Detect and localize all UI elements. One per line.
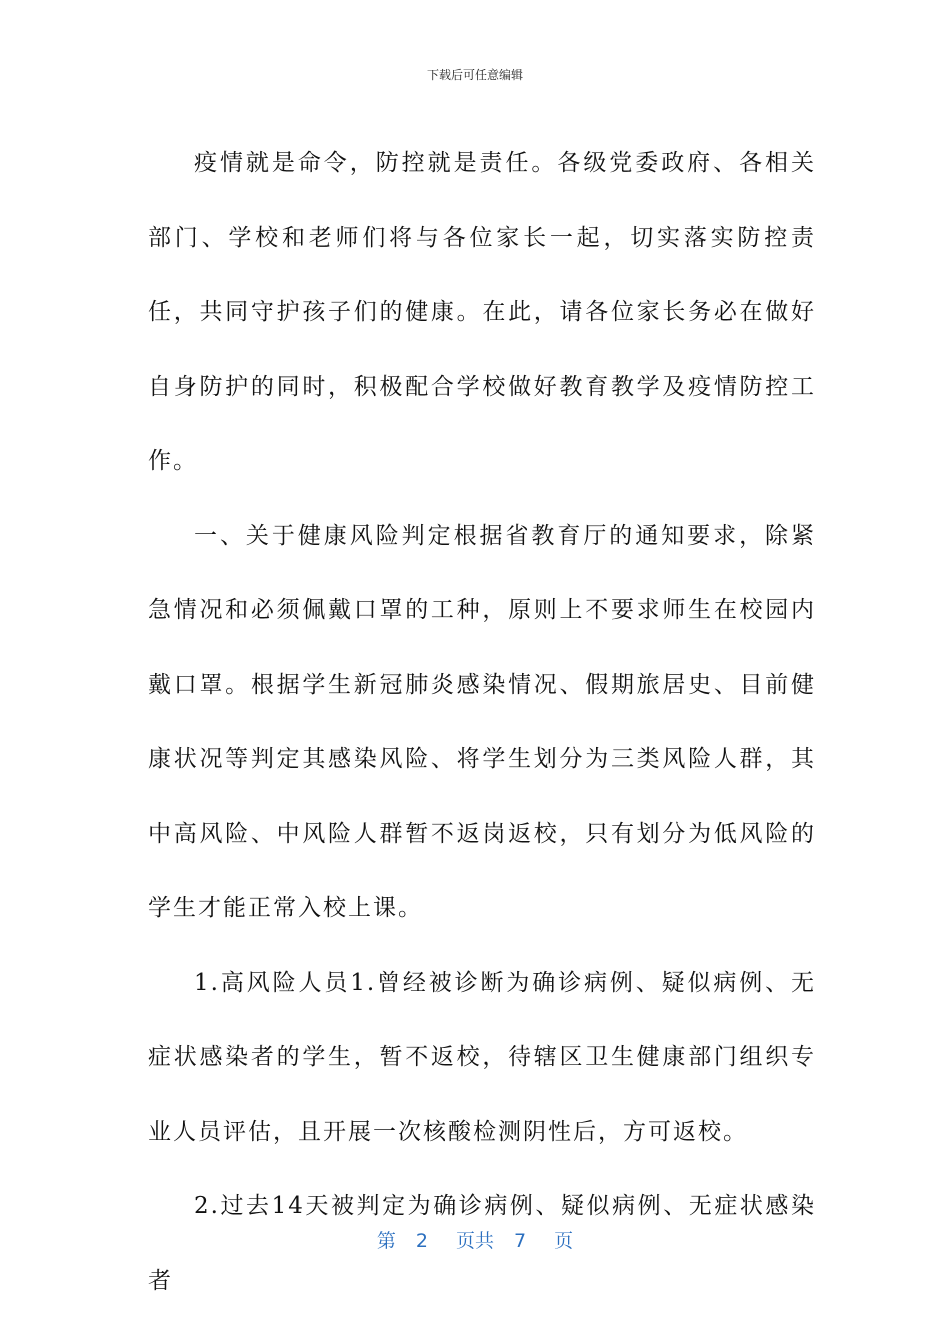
page-label-middle: 页共	[455, 1230, 494, 1252]
paragraph-intro: 疫情就是命令，防控就是责任。各级党委政府、各相关部门、学校和老师们将与各位家长一起，切实落实防控责任，共同守护孩子们的健康。在此，请各位家长务必在做好自身防护的同时，积极配合学校做好教育教学及疫情防控工作。	[148, 150, 816, 474]
page-current-number: 2	[415, 1230, 428, 1252]
page-header-note: 下载后可任意编辑	[426, 68, 523, 82]
paragraph-health-risk: 一、关于健康风险判定根据省教育厅的通知要求，除紧急情况和必须佩戴口罩的工种，原则上不要求师生在校园内戴口罩。根据学生新冠肺炎感染情况、假期旅居史、目前健康状况等判定其感染风险、将学生划分为三类风险人群，其中高风险、中风险人群暂不返岗返校，只有划分为低风险的学生才能正常入校上课。	[148, 522, 816, 921]
page-label-suffix: 页	[554, 1230, 574, 1252]
paragraph-high-risk-1: 1.高风险人员1.曾经被诊断为确诊病例、疑似病例、无症状感染者的学生，暂不返校，待辖区卫生健康部门组织专业人员评估，且开展一次核酸检测阴性后，方可返校。	[148, 969, 816, 1145]
page-total-number: 7	[514, 1230, 527, 1252]
page-label-prefix: 第	[376, 1230, 396, 1252]
page-footer	[0, 1226, 950, 1253]
document-body	[148, 126, 816, 1318]
paragraph-high-risk-2: 2.过去14天被判定为确诊病例、疑似病例、无症状感染者	[148, 1193, 816, 1294]
